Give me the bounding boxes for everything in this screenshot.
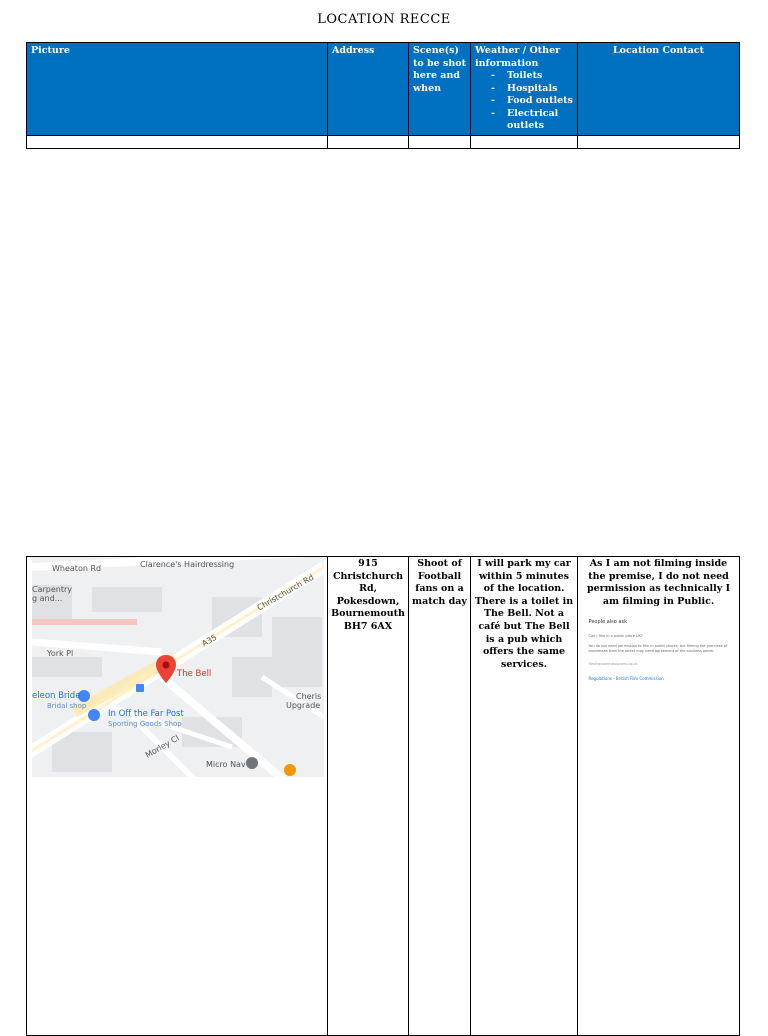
col-picture: Picture [27, 43, 328, 136]
thumb-source: filmthecommissioners.co.uk [588, 661, 638, 666]
weather-cell: I will park my car within 5 minutes of the location. There is a toilet in The Bell. Not a café but The Bell is a pub which offers the same services. [471, 557, 578, 1036]
micro-nav-pin-icon [246, 757, 258, 769]
location-map[interactable] [32, 557, 324, 777]
map-label-carpentry: Carpentry [32, 585, 73, 594]
header-table [26, 42, 740, 149]
col-address: Address [328, 43, 409, 136]
sports-shop-pin-icon [88, 709, 100, 721]
thumb-heading: People also ask [588, 619, 627, 626]
col-weather-label: Weather / Other information [475, 45, 561, 69]
map-label-york: York Pl [47, 649, 74, 658]
empty-row [27, 135, 740, 148]
weather-item: - Hospitals [491, 83, 573, 96]
thumb-link[interactable]: Regulations - British Film Commission [588, 675, 664, 681]
contact-text: As I am not filming inside the premise, I do not need permission as technically I am filming in Public. [586, 558, 731, 607]
thumb-question: Can I film in a public place UK? [588, 633, 643, 638]
map-label-bride: eleon Bride [32, 691, 81, 701]
location-table [26, 556, 740, 1036]
bus-stop-icon [136, 684, 144, 692]
map-label-micro-nav: Micro Nav [206, 760, 246, 769]
map-label-carpentry-2: g and... [32, 594, 63, 603]
weather-list [475, 70, 573, 133]
weather-item: - Food outlets [491, 95, 573, 108]
map-label-sporting: Sporting Goods Shop [108, 720, 182, 728]
col-weather [471, 43, 578, 136]
map-label-upgrade: Upgrade [286, 701, 321, 710]
map-label-cheris: Cheris [296, 692, 322, 701]
map-label-the-bell[interactable]: The Bell [177, 669, 212, 679]
picture-cell [27, 557, 328, 1036]
map-label-christchurch: Christchurch Rd [255, 572, 316, 613]
col-scenes: Scene(s) to be shot here and when [409, 43, 471, 136]
map-label-morley: Morley Cl [143, 733, 181, 760]
address-cell: 915 Christchurch Rd, Pokesdown, Bournemouth BH7 6AX [328, 557, 409, 1036]
map-label-off-post: In Off the Far Post [108, 709, 184, 719]
col-contact: Location Contact [578, 43, 740, 136]
map-label-bridal: Bridal shop [47, 702, 87, 710]
thumb-answer: You do not need permission to film in public places, but filming the premises of businesses from the street may need agreement of the business owner. [588, 643, 728, 653]
map-label-wheaton: Wheaton Rd [52, 564, 102, 573]
scenes-cell: Shoot of Football fans on a match day [409, 557, 471, 1036]
weather-item: - Toilets [491, 70, 573, 83]
search-result-thumbnail [589, 616, 729, 685]
weather-item: - Electrical outlets [491, 108, 573, 133]
document-title: LOCATION RECCE [317, 12, 451, 27]
food-pin-icon [284, 764, 296, 776]
map-label-a35: A35 [200, 632, 219, 649]
contact-cell [578, 557, 740, 1036]
map-label-clarence: Clarence's Hairdressing [140, 560, 235, 569]
